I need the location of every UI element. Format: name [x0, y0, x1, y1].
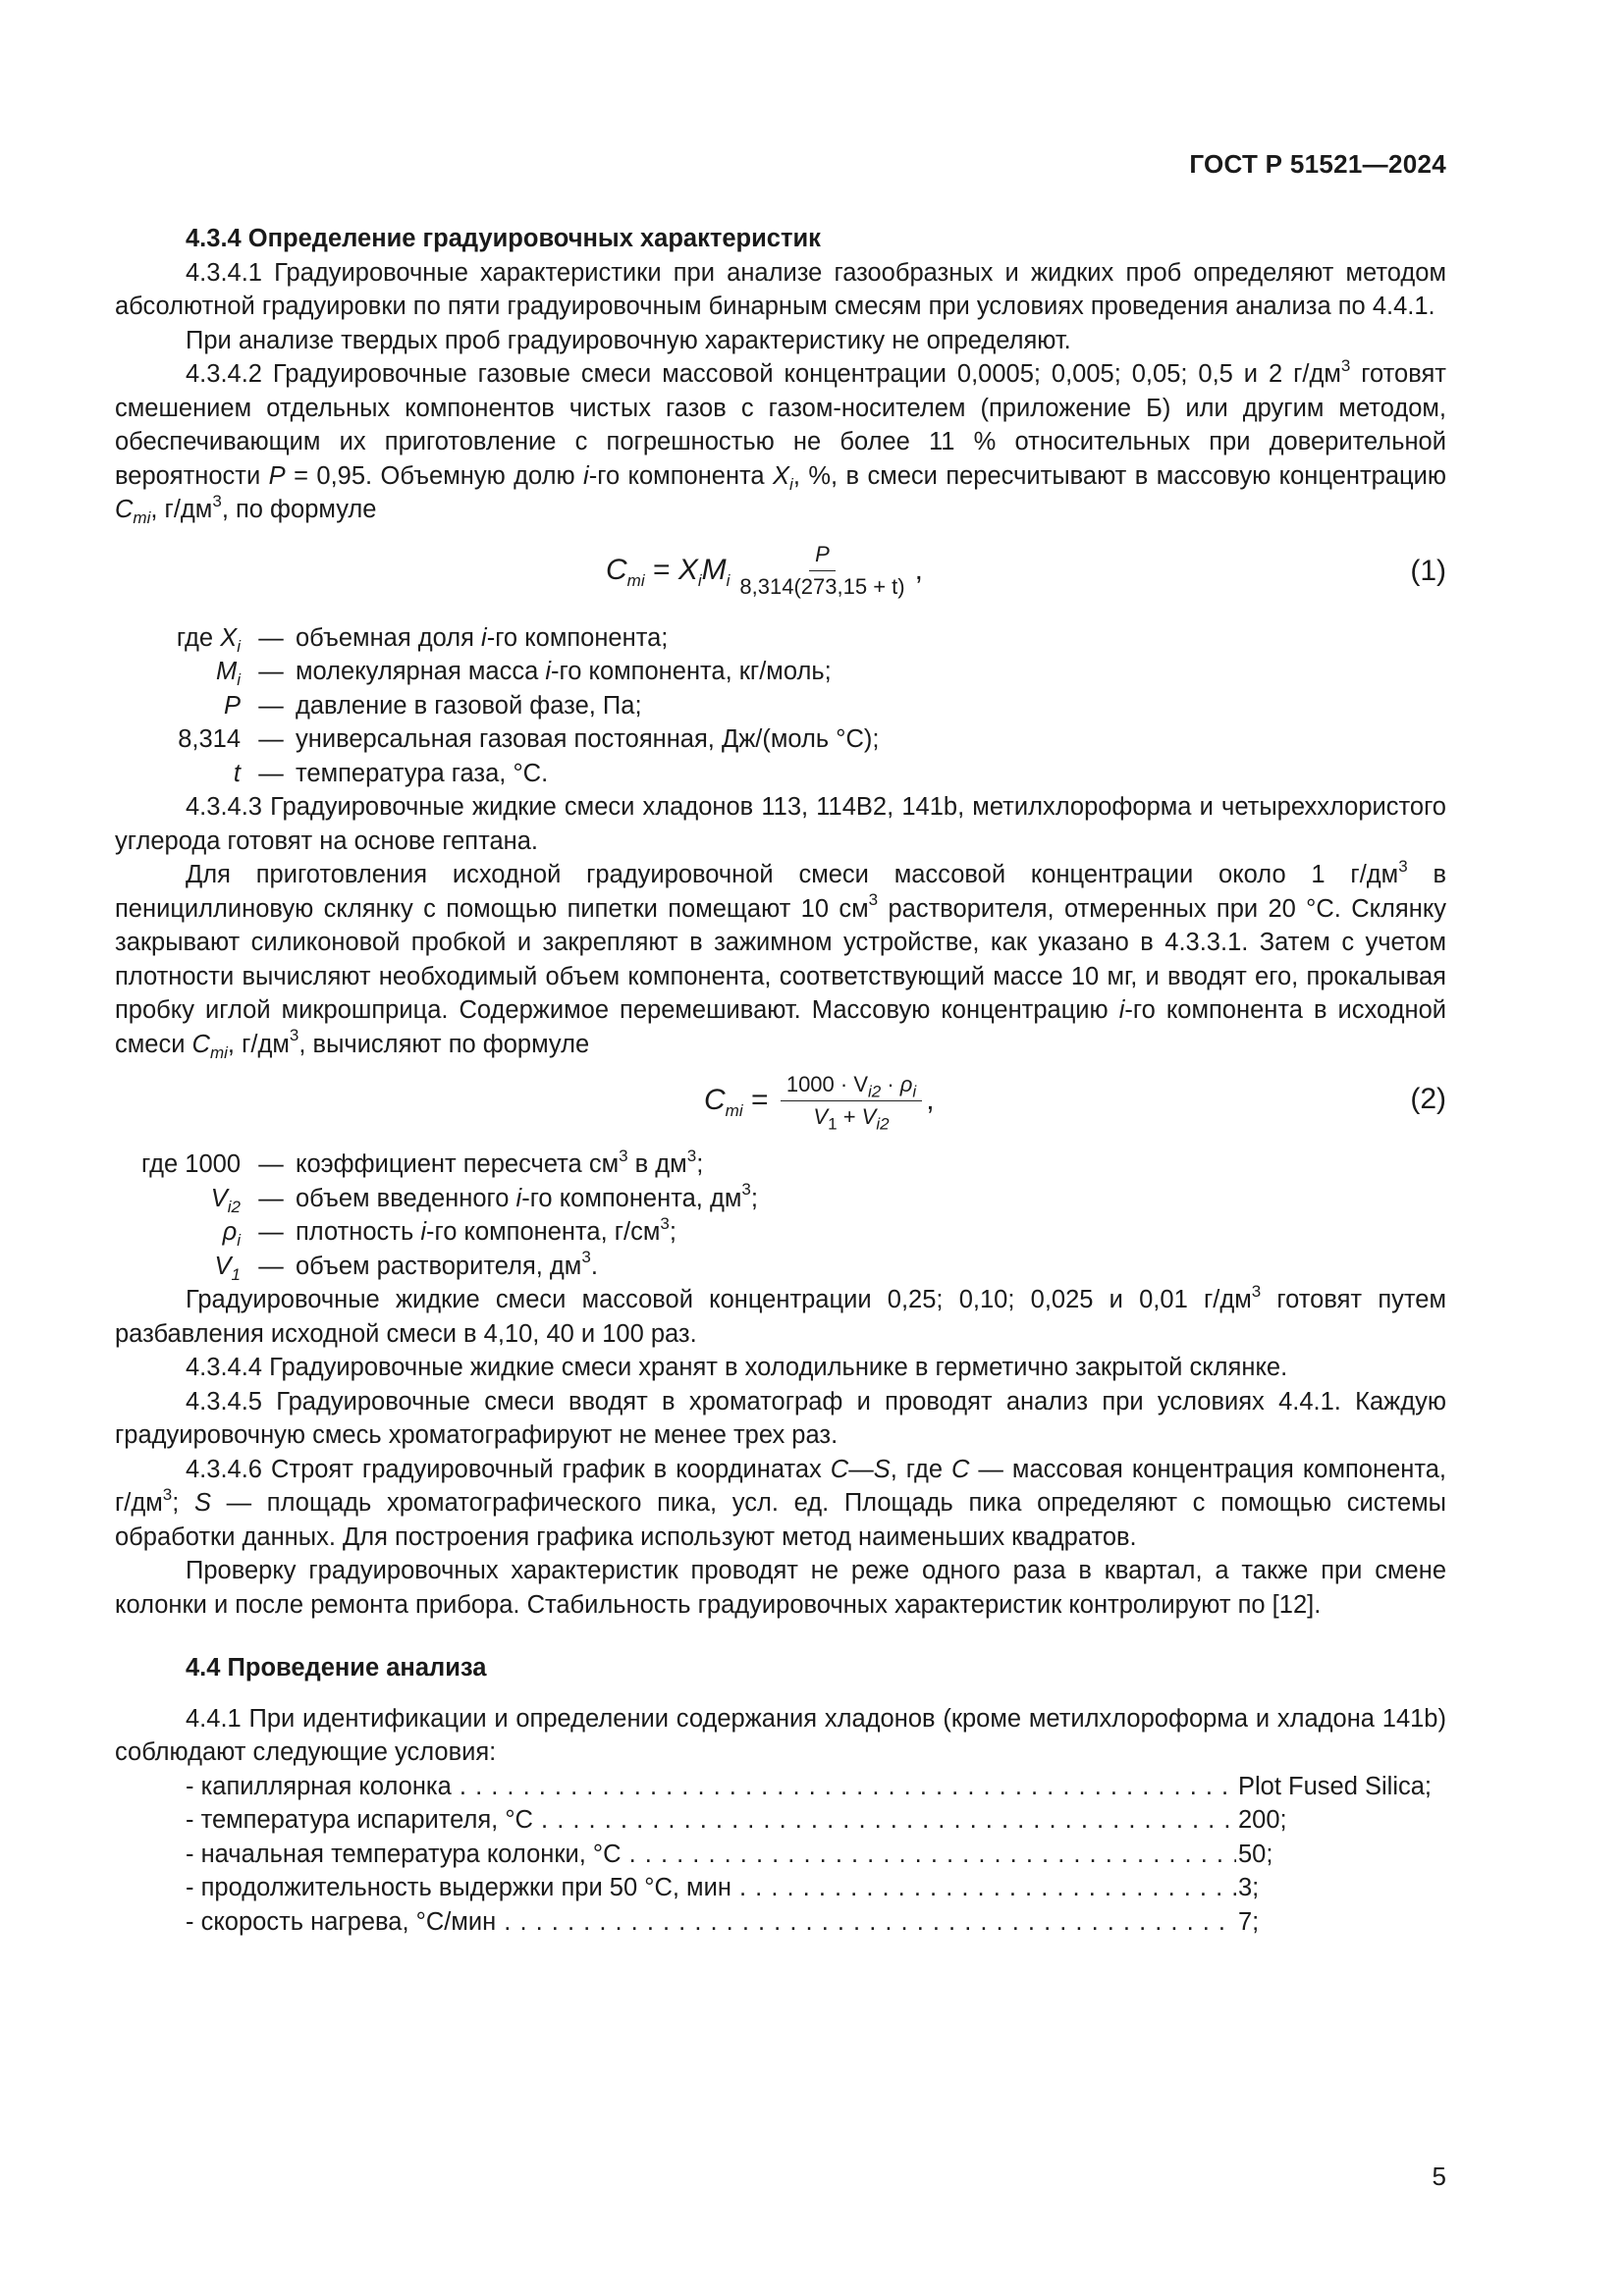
paragraph-4-3-4-6: 4.3.4.6 Строят градуировочный график в координатах C—S, где C — массовая концентрация компонента, $г/дм^3$; S — площадь хроматографического пика, усл. ед. Площадь пика определяют с помощью системы обработки данных. Для построения графика используют метод наименьших квадратов. [115, 1455, 1446, 1551]
equation-2-number: (2) [1410, 1083, 1446, 1115]
condition-row: - температура испарителя, °С . . . 200; [186, 1803, 1446, 1838]
definitions-list-1 [115, 621, 1446, 791]
condition-row: - скорость нагрева, °С/мин . . . 7; [186, 1905, 1446, 1940]
definition-row: $V_1$ — объем растворителя, $дм^3$. [214, 1248, 598, 1284]
equation-1: $C_{mi}$ = $X_iM_i$ $\frac{P}{8,314(273,15 + t)}$ , (1) [606, 541, 1446, 599]
paragraph-4-3-4-4: 4.3.4.4 Градуировочные жидкие смеси хранят в холодильнике в герметично закрытой склянке. [186, 1354, 1288, 1381]
condition-row: - продолжительность выдержки при 50 °С, мин . . . 3; [186, 1871, 1446, 1905]
definition-row: $M_i$ — молекулярная масса i-го компонента, кг/моль; [215, 658, 832, 690]
definition-row: $V_{i2}$ — объем введенного i-го компонента, $дм^3$; [210, 1180, 758, 1216]
equation-2-fraction: $\frac{1000 \cdot V_{i2} \cdot \rho_i}{V_1 + V_{i2}}$ [781, 1071, 922, 1131]
paragraph-solid-samples: При анализе твердых проб градуировочную характеристику не определяют. [186, 326, 1071, 354]
condition-row: - капиллярная колонка . . . Plot Fused Silica; [186, 1770, 1446, 1804]
definition-row: 8,314 — универсальная газовая постоянная, Дж/(моль °С); [178, 725, 880, 753]
section-heading-4-3-4: 4.3.4 Определение градуировочных характеристик [186, 225, 821, 252]
paragraph-4-3-4-3: 4.3.4.3 Градуировочные жидкие смеси хладонов 113, 114В2, 141b, метилхлороформа и четыреххлористого углерода готовят на основе гептана. [115, 793, 1446, 855]
definition-row: t — температура газа, °С. [233, 759, 549, 787]
definitions-list-2 [115, 1148, 1446, 1283]
paragraph-4-3-4-1: 4.3.4.1 Градуировочные характеристики при анализе газообразных и жидких проб определяют методом абсолютной градуировки по пяти градуировочным бинарным смесям при условиях проведения анализа по 4.4.1. [115, 258, 1446, 320]
conditions-list [186, 1770, 1446, 1940]
paragraph-4-4-1: 4.4.1 При идентификации и определении содержания хладонов (кроме метилхлороформа и хладона 141b) соблюдают следующие условия: [115, 1704, 1446, 1766]
definition-row: где $X_i$ — объемная доля i-го компонента; [176, 623, 669, 656]
paragraph-4-3-4-5: 4.3.4.5 Градуировочные смеси вводят в хроматограф и проводят анализ при условиях 4.4.1. Каждую градуировочную смесь хроматографируют не менее трех раз. [115, 1387, 1446, 1449]
paragraph-dilution: Градуировочные жидкие смеси массовой концентрации 0,25; 0,10; 0,025 и 0,01 $г/дм^3$ готовят путем разбавления исходной смеси в 4,10, 40 и 100 раз. [115, 1281, 1446, 1348]
definition-row: P — давление в газовой фазе, Па; [223, 691, 642, 720]
equation-1-number: (1) [1410, 554, 1446, 587]
page-body [115, 137, 1446, 1939]
paragraph-4-3-4-2: 4.3.4.2 Градуировочные газовые смеси массовой концентрации 0,0005; 0,005; 0,05; 0,5 и 2 $г/дм^3$ готовят смешением отдельных компонентов чистых газов с газом-носителем (приложение Б) или другим методом, обеспечивающим их приготовление с погрешностью не более 11 % относительных при доверительной вероятности P = 0,95. Объемную долю i-го компонента $X_i$, %, в смеси пересчитывают в массовую концентрацию $C_{mi}$, $г/дм^3$, по формуле [115, 355, 1446, 528]
page-number: 5 [1432, 2162, 1446, 2191]
condition-row: - начальная температура колонки, °С . . . 50; [186, 1838, 1446, 1872]
equation-1-fraction: $\frac{P}{8,314(273,15 + t)}$ [739, 541, 905, 599]
paragraph-verification: Проверку градуировочных характеристик проводят не реже одного раза в квартал, а также при смене колонки и после ремонта прибора. Стабильность градуировочных характеристик контролируют по [12]. [115, 1557, 1446, 1619]
paragraph-initial-mixture: Для приготовления исходной градуировочной смеси массовой концентрации около 1 $г/дм^3$ в пенициллиновую склянку с помощью пипетки помещают 10 $см^3$ растворителя, отмеренных при 20 °С. Склянку закрывают силиконовой пробкой и закрепляют в зажимном устройстве, как указано в 4.3.3.1. Затем с учетом плотности вычисляют необходимый объем компонента, соответствующий массе 10 мг, и вводят его, прокалывая пробку иглой микрошприца. Содержимое перемешивают. Массовую концентрацию i-го компонента в исходной смеси $C_{mi}$, $г/дм^3$, вычисляют по формуле [115, 856, 1447, 1062]
equation-2: $C_{mi}$ = $\frac{1000 \cdot V_{i2} \cdot \rho_i}{V_1 + V_{i2}}$ , (2) [704, 1072, 1446, 1134]
definition-row: $\rho_i$ — плотность i-го компонента, $г/см^3$; [222, 1213, 677, 1251]
definition-row: где 1000 — коэффициент пересчета $см^3$ в $дм^3$; [140, 1146, 704, 1178]
document-id-header: ГОСТ Р 51521—2024 [1189, 149, 1446, 179]
section-heading-4-4: 4.4 Проведение анализа [186, 1654, 487, 1682]
